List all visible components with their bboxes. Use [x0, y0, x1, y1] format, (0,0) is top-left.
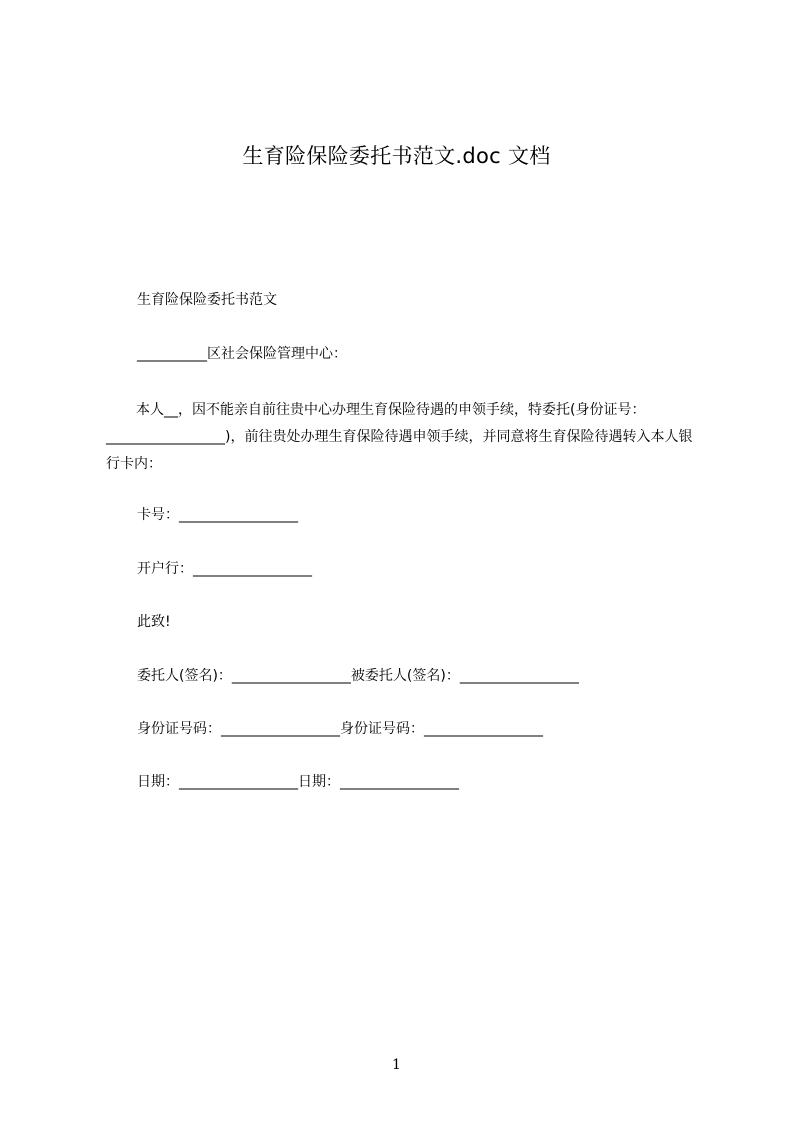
document-title: 生育险保险委托书范文.doc 文档 — [242, 144, 551, 168]
signature-line: 委托人(签名)：_________________被委托人(签名)：_________________ — [137, 668, 579, 684]
page-number: 1 — [392, 1057, 401, 1073]
body-paragraph: 本人__，因不能亲自前往贵中心办理生育保险待遇的申领手续，特委托(身份证号：_________________)，前往贵处办理生育保险待遇申领手续，并同意将生育保险待遇转入本人银行卡内： — [106, 402, 693, 472]
addressee-line: __________区社会保险管理中心： — [137, 346, 347, 362]
id-number-line: 身份证号码：_________________身份证号码：_________________ — [137, 721, 543, 737]
card-number-line: 卡号：_________________ — [137, 507, 298, 523]
bank-line: 开户行：_________________ — [137, 561, 312, 577]
date-line: 日期：_________________日期：_________________ — [137, 774, 459, 790]
closing-line: 此致! — [137, 614, 171, 630]
letter-heading: 生育险保险委托书范文 — [137, 292, 277, 308]
